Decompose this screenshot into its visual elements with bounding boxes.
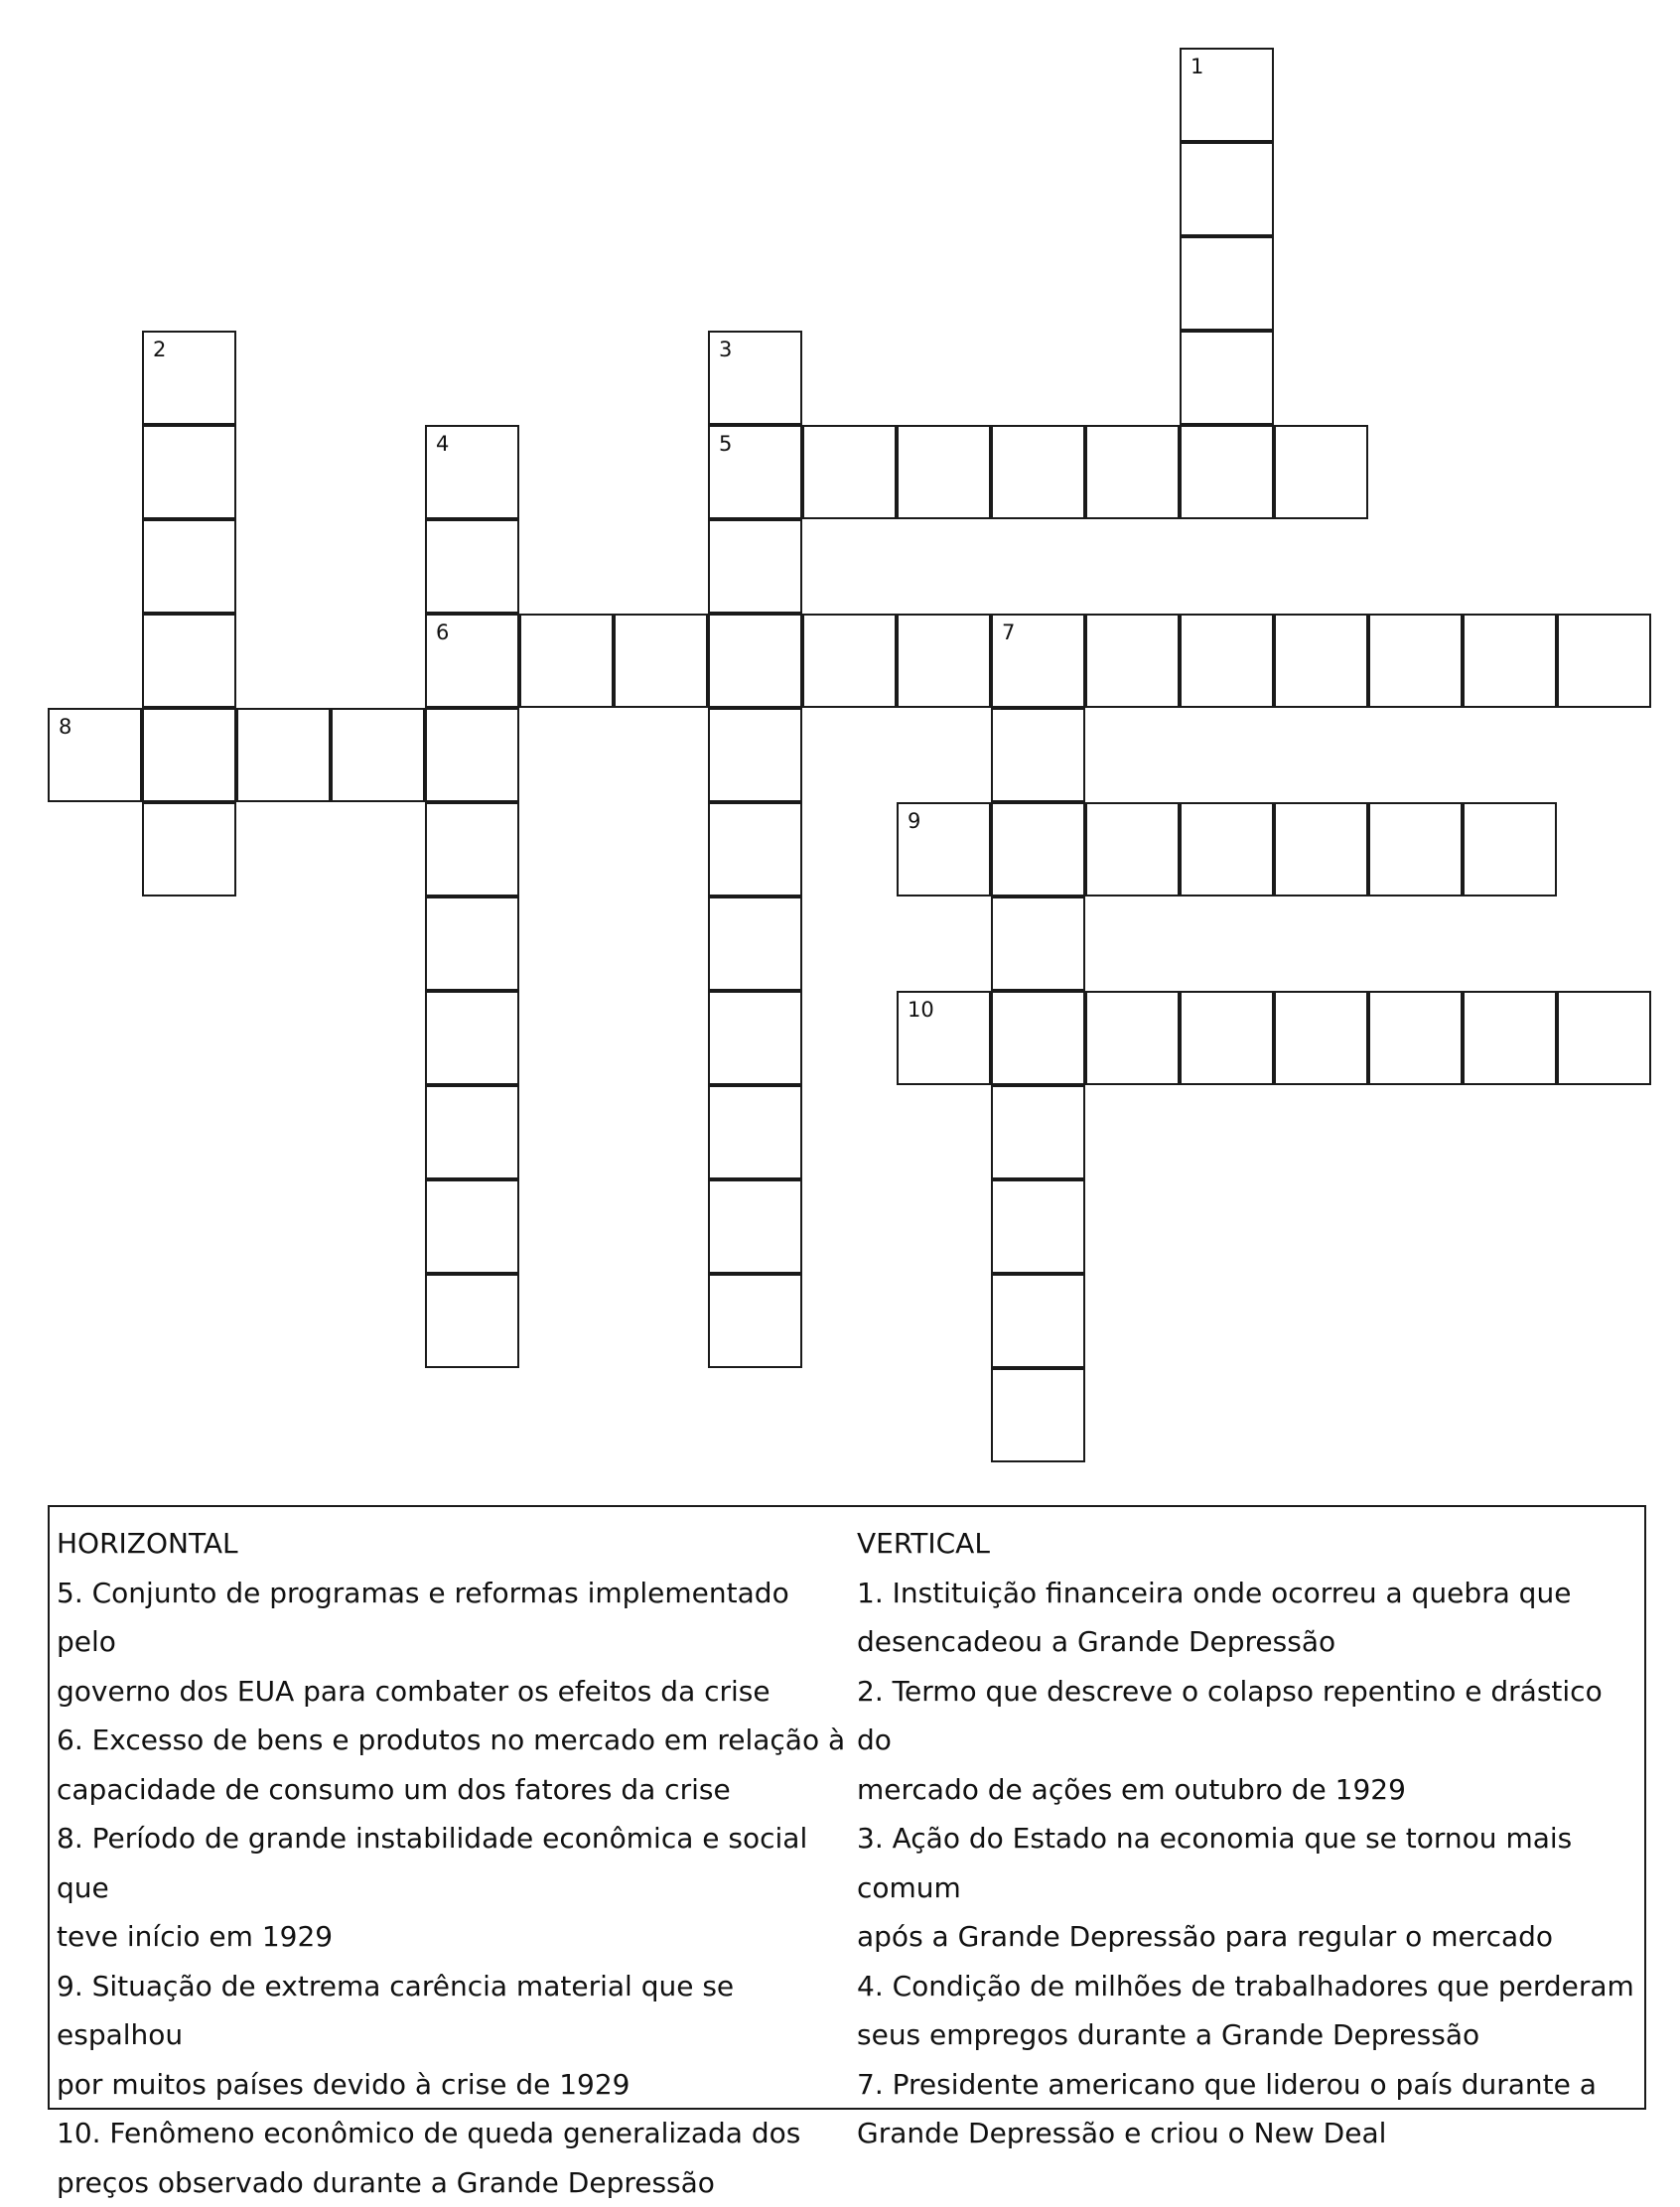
grid-cell[interactable]: [1180, 425, 1274, 519]
grid-cell[interactable]: [802, 425, 897, 519]
clue-line: 10. Fenômeno econômico de queda generalizada dos: [57, 2109, 851, 2158]
grid-cell[interactable]: [425, 897, 519, 991]
clues-panel: [48, 1505, 1646, 2110]
grid-cell[interactable]: [897, 802, 991, 897]
clue-line: Grande Depressão e criou o New Deal: [857, 2109, 1641, 2158]
clue-line: 4. Condição de milhões de trabalhadores que perderam: [857, 1962, 1641, 2011]
grid-cell[interactable]: [425, 708, 519, 802]
clue-line: 6. Excesso de bens e produtos no mercado em relação à: [57, 1716, 851, 1765]
grid-cell[interactable]: [519, 614, 614, 708]
grid-cell[interactable]: [1463, 991, 1557, 1085]
grid-cell[interactable]: [425, 1179, 519, 1274]
grid-cell[interactable]: [802, 614, 897, 708]
grid-cell[interactable]: [614, 614, 708, 708]
clue-line: governo dos EUA para combater os efeitos da crise: [57, 1667, 851, 1717]
grid-cell[interactable]: [1368, 802, 1463, 897]
grid-cell[interactable]: [425, 614, 519, 708]
grid-cell[interactable]: [1557, 614, 1651, 708]
grid-cell[interactable]: [708, 802, 802, 897]
grid-cell[interactable]: [991, 1274, 1085, 1368]
grid-cell[interactable]: [425, 991, 519, 1085]
vertical-clues: [857, 1519, 1641, 2158]
grid-cell[interactable]: [991, 991, 1085, 1085]
clue-line: 5. Conjunto de programas e reformas implementado pelo: [57, 1569, 851, 1667]
grid-cell[interactable]: [425, 1274, 519, 1368]
clue-number: 10: [908, 1000, 934, 1021]
clue-line: capacidade de consumo um dos fatores da crise: [57, 1765, 851, 1815]
grid-cell[interactable]: [1180, 236, 1274, 331]
grid-cell[interactable]: [1274, 991, 1368, 1085]
grid-cell[interactable]: [708, 1179, 802, 1274]
grid-cell[interactable]: [1463, 802, 1557, 897]
clue-line: 1. Instituição financeira onde ocorreu a quebra que: [857, 1569, 1641, 1618]
clue-line: 8. Período de grande instabilidade econômica e social que: [57, 1814, 851, 1912]
grid-cell[interactable]: [991, 1368, 1085, 1462]
grid-cell[interactable]: [708, 425, 802, 519]
grid-cell[interactable]: [708, 331, 802, 425]
grid-cell[interactable]: [142, 331, 236, 425]
grid-cell[interactable]: [1274, 614, 1368, 708]
clue-number: 2: [153, 340, 166, 360]
clue-line: 9. Situação de extrema carência material que se espalhou: [57, 1962, 851, 2060]
grid-cell[interactable]: [425, 519, 519, 614]
clue-number: 4: [436, 434, 449, 455]
grid-cell[interactable]: [1085, 614, 1180, 708]
grid-cell[interactable]: [708, 991, 802, 1085]
grid-cell[interactable]: [1085, 991, 1180, 1085]
grid-cell[interactable]: [897, 991, 991, 1085]
clue-number: 7: [1002, 622, 1015, 643]
grid-cell[interactable]: [708, 1085, 802, 1179]
grid-cell[interactable]: [991, 1085, 1085, 1179]
grid-cell[interactable]: [1274, 425, 1368, 519]
grid-cell[interactable]: [1180, 142, 1274, 236]
grid-cell[interactable]: [708, 708, 802, 802]
clue-line: teve início em 1929: [57, 1912, 851, 1962]
grid-cell[interactable]: [897, 425, 991, 519]
grid-cell[interactable]: [1180, 802, 1274, 897]
grid-cell[interactable]: [1368, 991, 1463, 1085]
clue-line: preços observado durante a Grande Depressão: [57, 2158, 851, 2207]
clue-line: após a Grande Depressão para regular o mercado: [857, 1912, 1641, 1962]
horizontal-clues: [57, 1519, 851, 2207]
grid-cell[interactable]: [425, 1085, 519, 1179]
grid-cell[interactable]: [1085, 425, 1180, 519]
grid-cell[interactable]: [897, 614, 991, 708]
grid-cell[interactable]: [236, 708, 331, 802]
grid-cell[interactable]: [1180, 48, 1274, 142]
grid-cell[interactable]: [991, 1179, 1085, 1274]
grid-cell[interactable]: [1368, 614, 1463, 708]
horizontal-heading: HORIZONTAL: [57, 1519, 851, 1569]
grid-cell[interactable]: [708, 897, 802, 991]
grid-cell[interactable]: [1463, 614, 1557, 708]
clue-line: por muitos países devido à crise de 1929: [57, 2060, 851, 2110]
grid-cell[interactable]: [708, 614, 802, 708]
grid-cell[interactable]: [142, 425, 236, 519]
clue-number: 9: [908, 811, 920, 832]
grid-cell[interactable]: [331, 708, 425, 802]
grid-cell[interactable]: [1085, 802, 1180, 897]
clue-number: 1: [1190, 57, 1203, 77]
clue-number: 8: [59, 717, 71, 738]
grid-cell[interactable]: [425, 802, 519, 897]
grid-cell[interactable]: [991, 425, 1085, 519]
clue-line: mercado de ações em outubro de 1929: [857, 1765, 1641, 1815]
grid-cell[interactable]: [1180, 614, 1274, 708]
grid-cell[interactable]: [991, 802, 1085, 897]
grid-cell[interactable]: [1180, 991, 1274, 1085]
grid-cell[interactable]: [991, 614, 1085, 708]
grid-cell[interactable]: [1557, 991, 1651, 1085]
clue-line: 2. Termo que descreve o colapso repentino e drástico do: [857, 1667, 1641, 1765]
grid-cell[interactable]: [1274, 802, 1368, 897]
vertical-heading: VERTICAL: [857, 1519, 1641, 1569]
clue-number: 6: [436, 622, 449, 643]
clue-number: 3: [719, 340, 732, 360]
grid-cell[interactable]: [1180, 331, 1274, 425]
grid-cell[interactable]: [142, 802, 236, 897]
grid-cell[interactable]: [708, 519, 802, 614]
clue-line: 3. Ação do Estado na economia que se tornou mais comum: [857, 1814, 1641, 1912]
grid-cell[interactable]: [991, 708, 1085, 802]
grid-cell[interactable]: [48, 708, 142, 802]
grid-cell[interactable]: [142, 708, 236, 802]
grid-cell[interactable]: [425, 425, 519, 519]
grid-cell[interactable]: [142, 519, 236, 614]
grid-cell[interactable]: [142, 614, 236, 708]
grid-cell[interactable]: [708, 1274, 802, 1368]
clue-line: desencadeou a Grande Depressão: [857, 1617, 1641, 1667]
clue-line: 7. Presidente americano que liderou o país durante a: [857, 2060, 1641, 2110]
grid-cell[interactable]: [991, 897, 1085, 991]
clue-number: 5: [719, 434, 732, 455]
clue-line: seus empregos durante a Grande Depressão: [857, 2010, 1641, 2060]
